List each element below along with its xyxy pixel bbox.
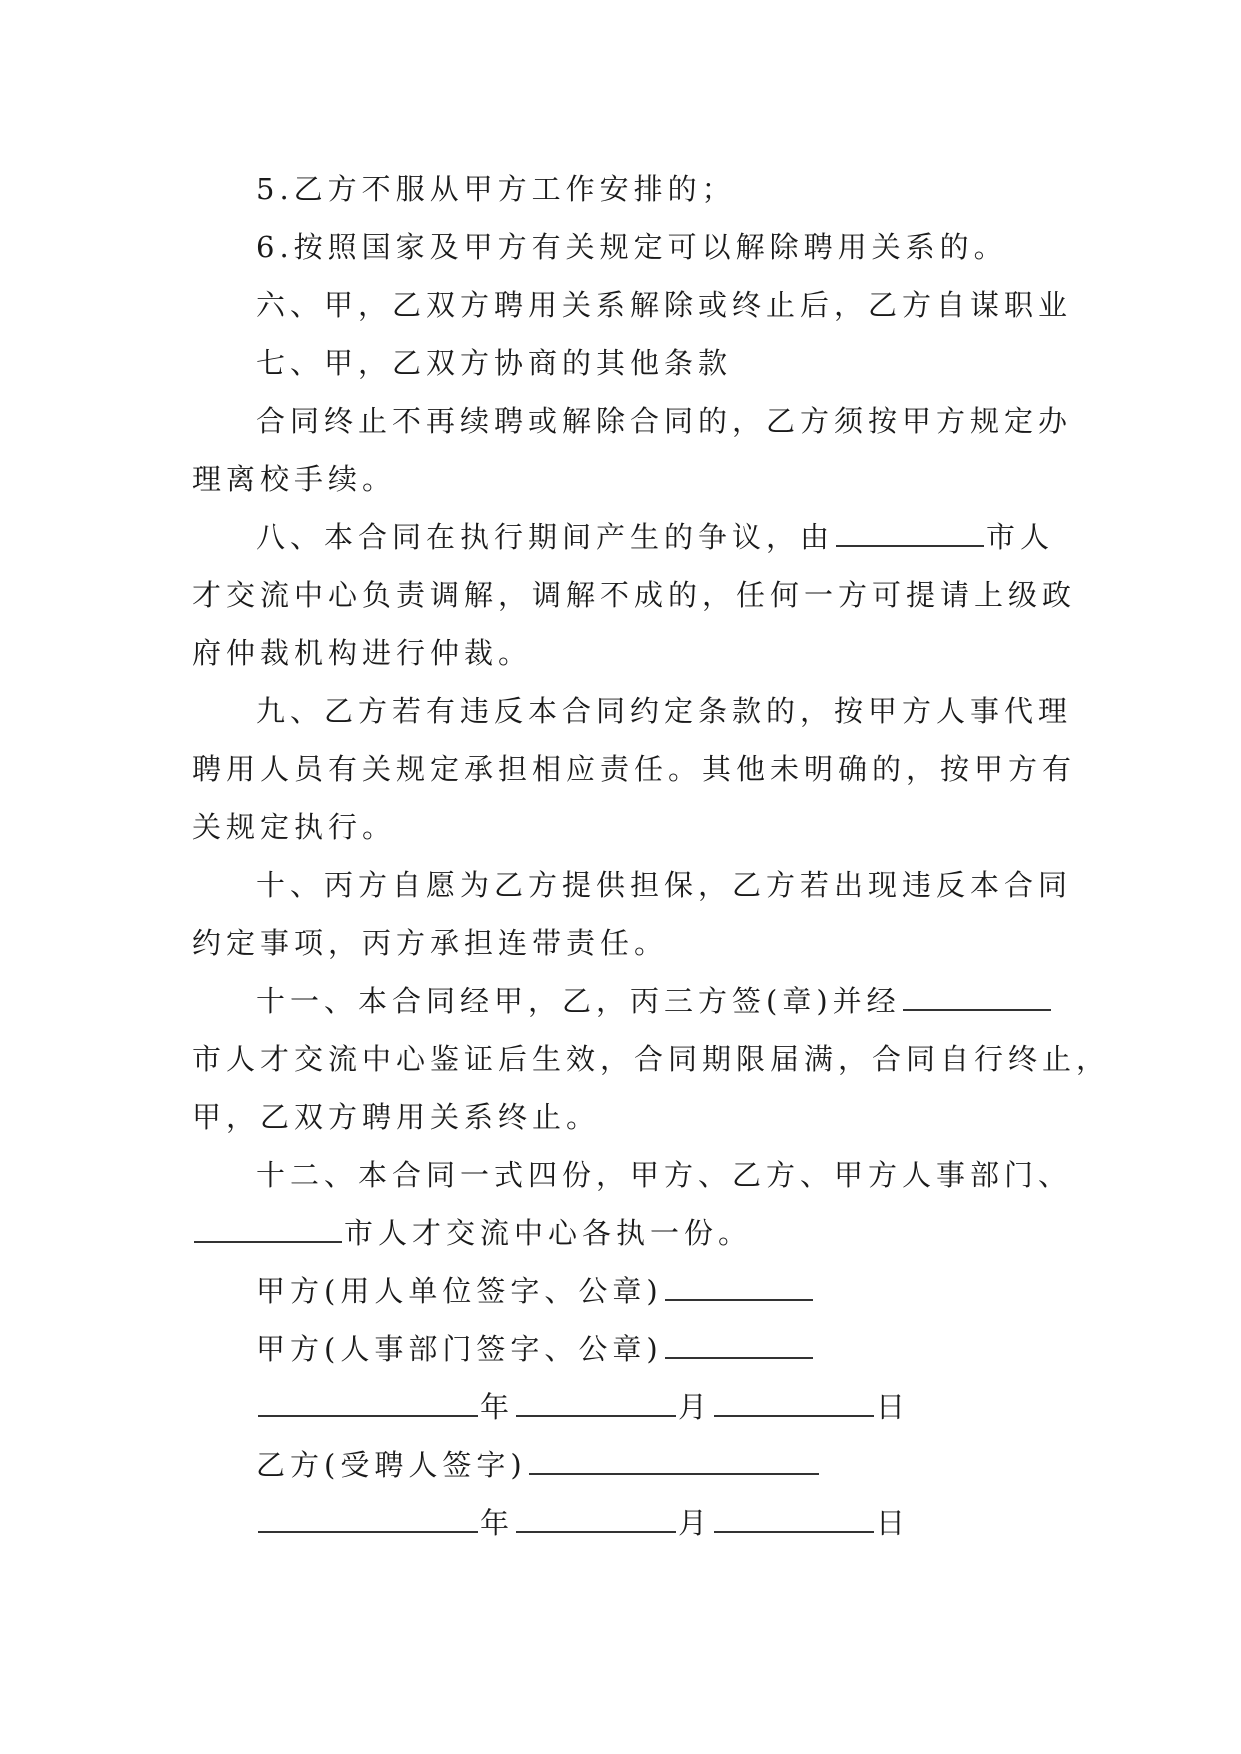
- clause-7-text-cont: 理离校手续。: [192, 462, 397, 496]
- month-blank[interactable]: [516, 1505, 676, 1533]
- signature-blank[interactable]: [665, 1273, 813, 1301]
- clause-8-line1: [192, 508, 1055, 566]
- signature-label: 甲方(用人单位签字、公章): [256, 1274, 663, 1308]
- clause-9-line3: 关规定执行。: [192, 810, 397, 844]
- clause-8-text-a: 八、本合同在执行期间产生的争议，由: [256, 520, 835, 554]
- signature-party-a-unit: [192, 1262, 1052, 1320]
- clause-11-line1: [192, 972, 1052, 1030]
- day-label: 日: [876, 1390, 911, 1424]
- clause-9-line1: 九、乙方若有违反本合同约定条款的，按甲方人事代理: [256, 694, 1073, 728]
- clause-8-line2: 才交流中心负责调解，调解不成的，任何一方可提请上级政: [192, 578, 1077, 612]
- month-label: 月: [678, 1390, 713, 1424]
- clause-8-line3: 府仲裁机构进行仲裁。: [192, 636, 533, 670]
- blank-field[interactable]: [903, 983, 1051, 1011]
- signature-blank[interactable]: [665, 1331, 813, 1359]
- day-label: 日: [876, 1506, 911, 1540]
- clause-6: 六、甲，乙双方聘用关系解除或终止后，乙方自谋职业: [256, 288, 1073, 322]
- signature-party-b: [192, 1436, 1052, 1494]
- clause-11-line3: 甲，乙双方聘用关系终止。: [192, 1100, 601, 1134]
- day-blank[interactable]: [714, 1505, 874, 1533]
- signature-label: 甲方(人事部门签字、公章): [256, 1332, 663, 1366]
- clause-10-line2: 约定事项，丙方承担连带责任。: [192, 926, 669, 960]
- clause-11-line2: 市人才交流中心鉴证后生效，合同期限届满，合同自行终止，: [192, 1042, 1111, 1076]
- clause-7: 七、甲，乙双方协商的其他条款: [256, 346, 733, 380]
- clause-7-text: 合同终止不再续聘或解除合同的，乙方须按甲方规定办: [256, 404, 1073, 438]
- blank-field[interactable]: [836, 519, 984, 547]
- signature-party-a-hr: [192, 1320, 1052, 1378]
- clause-12-line2: [192, 1204, 1052, 1262]
- clause-5-5: 5.乙方不服从甲方工作安排的；: [256, 172, 736, 206]
- date-line-1: [192, 1378, 1052, 1436]
- clause-11-text-a: 十一、本合同经甲，乙，丙三方签(章)并经: [256, 984, 901, 1018]
- clause-10-line1: 十、丙方自愿为乙方提供担保，乙方若出现违反本合同: [256, 868, 1073, 902]
- year-blank[interactable]: [258, 1389, 478, 1417]
- clause-9-line2: 聘用人员有关规定承担相应责任。其他未明确的，按甲方有: [192, 752, 1077, 786]
- year-blank[interactable]: [258, 1505, 478, 1533]
- year-label: 年: [480, 1506, 515, 1540]
- day-blank[interactable]: [714, 1389, 874, 1417]
- month-blank[interactable]: [516, 1389, 676, 1417]
- date-line-2: [192, 1494, 1052, 1552]
- clause-12-text-b: 市人才交流中心各执一份。: [344, 1216, 753, 1250]
- year-label: 年: [480, 1390, 515, 1424]
- clause-12-line1: 十二、本合同一式四份，甲方、乙方、甲方人事部门、: [256, 1158, 1073, 1192]
- clause-8-text-b: 市人: [986, 520, 1055, 554]
- month-label: 月: [678, 1506, 713, 1540]
- contract-page: [192, 160, 1111, 1552]
- signature-blank[interactable]: [529, 1447, 819, 1475]
- clause-5-6: 6.按照国家及甲方有关规定可以解除聘用关系的。: [256, 230, 1008, 264]
- blank-field[interactable]: [194, 1215, 342, 1243]
- signature-label: 乙方(受聘人签字): [256, 1448, 527, 1482]
